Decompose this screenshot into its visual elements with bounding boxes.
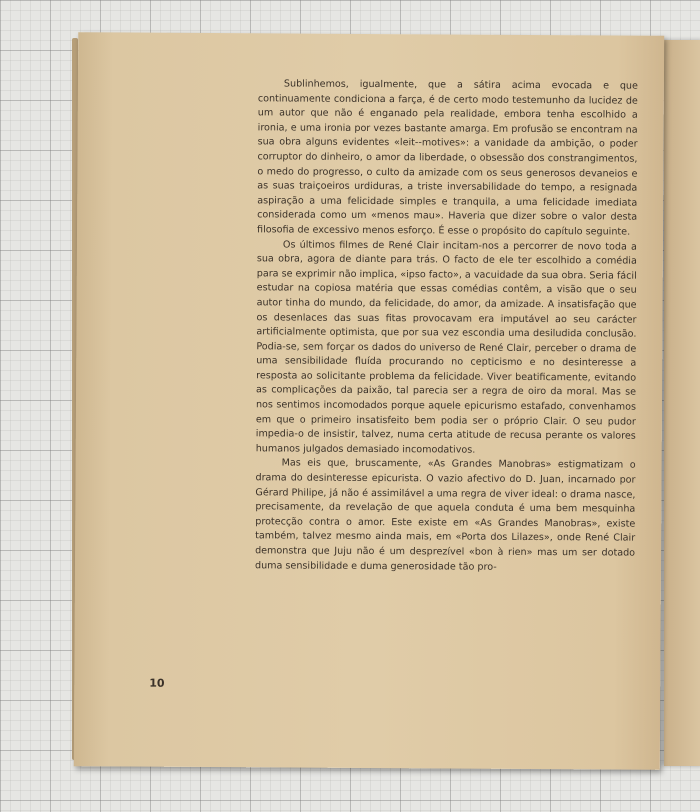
page-text xyxy=(255,77,638,575)
page-number: 10 xyxy=(149,676,165,690)
paragraph-3: Mas eis que, bruscamente, «As Grandes Manobras» estigmatizam o drama do desinteresse epicurista. O vazio afectivo do D. Juan, incarnado por Gérard Philipe, já não é assimilável a uma regra de viver ideal: o drama nasce, precisamente, da revelação de que aquela conduta é uma bem mesquinha protecção contra o amor. Este existe em «As Grandes Manobras», existe também, talvez mesmo ainda mais, em «Porta dos Lilazes», onde René Clair demonstra que Juju não é um desprezível «bon à rien» mas um ser dotado duma sensibilidade e duma generosidade tão pro- xyxy=(254,457,636,573)
book-page xyxy=(74,32,664,770)
paragraph-2: Os últimos filmes de René Clair incitam-nos a percorrer de novo toda a sua obra, agora de diante para trás. O facto de ele ter escolhido a comédia para se exprimir não implica, «ipso facto», a vacuidade da sua obra. Seria fácil estudar na copiosa matéria que essas comédias contêm, a visão que o seu autor tinha do mundo, da felicidade, do amor, da amizade. A insatisfação que os desenlaces das suas fitas provocavam era imputável ao seu carácter artificialmente optimista, que por sua vez escondia uma desiludida conclusão. Podia-se, sem forçar os dados do universo de René Clair, perceber o drama de uma sensibilidade fluída procurando no cepticismo e no desinteresse a resposta ao solicitante problema da felicidade. Viver beatificamente, evitando as complicações da paixão, tal parecia ser a regra de oiro da moral. Mas se nos sentimos incomodados porque aquele epicurismo estafado, convenhamos em que o primeiro insatisfeito bem podia ser o próprio Clair. O seu pudor impedia-o de insistir, talvez, numa certa atitude de recusa perante os valores humanos julgados demasiado incomodativos. xyxy=(255,239,637,456)
facing-page xyxy=(664,40,700,766)
paragraph-1: Sublinhemos, igualmente, que a sátira acima evocada e que continuamente condiciona a farça, é de certo modo testemunho da lucidez de um autor que não é enganado pela realidade, embora tenha escolhido a ironia, e uma ironia por vezes bastante amarga. Em profusão se encontram na sua obra alguns evidentes «leit--motives»: a vanidade da ambição, o poder corruptor do dinheiro, o amor da liberdade, o obsessão dos constrangimentos, o medo do progresso, o culto da amizade com os seus generosos devaneios e as suas traiçoeiros urdiduras, a triste inversabilidade do tempo, a resignada aspiração a uma felicidade simples e tranquila, a uma felicidade imediata considerada como um «menos mau». Haveria que dizer sobre o valor desta filosofia de excessivo menos esforço. É esse o propósito do capítulo seguinte. xyxy=(257,78,638,238)
